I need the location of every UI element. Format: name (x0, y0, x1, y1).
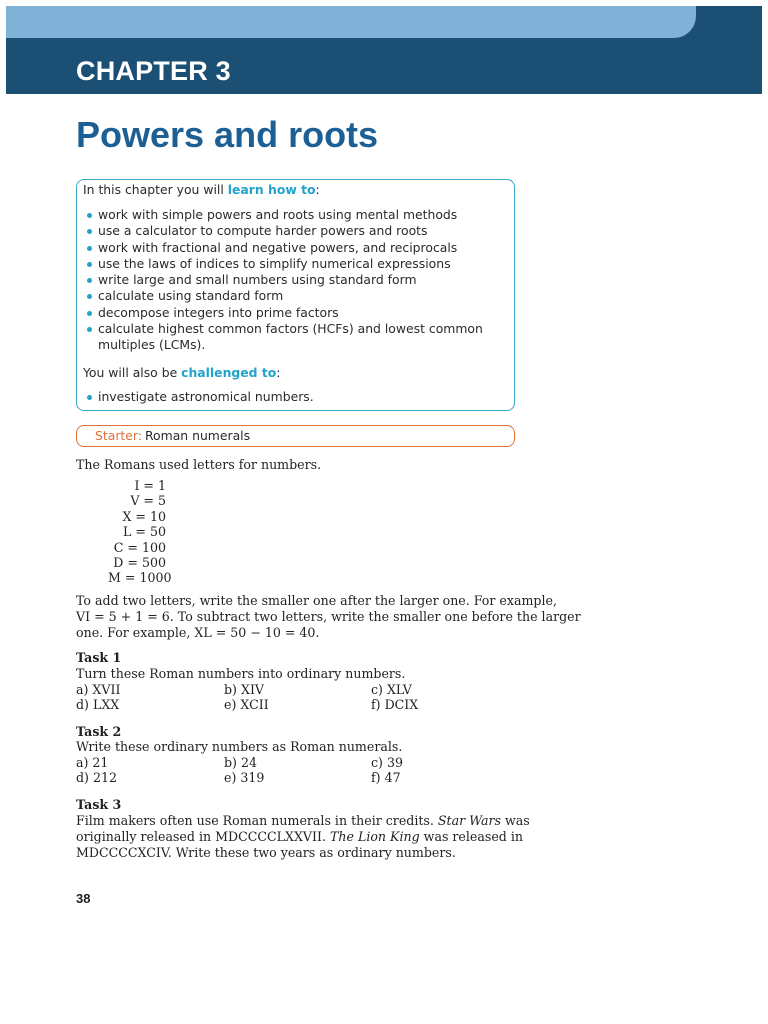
task2-item: d) 212 (76, 770, 118, 785)
numeral-row: X = 10 (122, 508, 166, 524)
starter-label: Starter: (95, 428, 142, 443)
task1-item: c) XLV (371, 682, 412, 697)
numeral-row: M = 1000 (108, 570, 172, 586)
learn-how-to-highlight: learn how to (227, 182, 316, 197)
rules-paragraph: To add two letters, write the smaller one after the larger one. For example, VI = 5 + 1 = 6. To subtract two letters, write the smaller one before the larger one. For example, XL = 50 − 10 = 40. (76, 593, 581, 640)
film-title: The Lion King (329, 829, 420, 844)
task3-title: Task 3 (76, 797, 122, 812)
task2-title: Task 2 (76, 724, 122, 739)
task1-item: b) XIV (224, 682, 265, 697)
page-number: 38 (76, 891, 91, 906)
objective-item: calculate highest common factors (HCFs) and lowest common multiples (LCMs). (85, 321, 505, 354)
task1-item: d) LXX (76, 697, 120, 712)
objective-item: write large and small numbers using standard form (85, 272, 505, 288)
numeral-row: L = 50 (123, 524, 166, 540)
task1-item: f) DCIX (371, 697, 419, 712)
objective-item: decompose integers into prime factors (85, 305, 505, 321)
task2-instruction: Write these ordinary numbers as Roman numerals. (76, 739, 403, 754)
objective-item: work with simple powers and roots using mental methods (85, 207, 505, 223)
header-accent-tab (6, 6, 696, 38)
task3-paragraph: Film makers often use Roman numerals in their credits. Star Wars was originally released in MDCCCCLXXVII. The Lion King was released in MDCCCCXCIV. Write these two years as ordinary numbers. (76, 813, 530, 860)
objective-item: work with fractional and negative powers, and reciprocals (85, 240, 505, 256)
objective-item: calculate using standard form (85, 288, 505, 304)
task1-item: e) XCII (224, 697, 269, 712)
challenge-item: investigate astronomical numbers. (85, 389, 314, 405)
objective-item: use the laws of indices to simplify numerical expressions (85, 256, 505, 272)
film-title: Star Wars (437, 813, 501, 828)
objective-item: use a calculator to compute harder powers and roots (85, 223, 505, 239)
page-title: Powers and roots (76, 114, 379, 155)
task1-instruction: Turn these Roman numbers into ordinary numbers. (76, 666, 406, 681)
numeral-row: C = 100 (113, 539, 166, 555)
numeral-row: D = 500 (113, 555, 166, 571)
objectives-list (85, 207, 505, 354)
challenge-intro: You will also be challenged to: (83, 365, 281, 380)
challenge-list (85, 389, 314, 405)
task2-item: c) 39 (371, 755, 403, 770)
intro-text: The Romans used letters for numbers. (76, 457, 322, 472)
starter-box (76, 425, 515, 447)
numeral-row: I = 1 (134, 478, 166, 493)
task2-item: b) 24 (224, 755, 258, 770)
objectives-intro: In this chapter you will learn how to: (83, 182, 320, 197)
numeral-table (108, 478, 172, 586)
task1-title: Task 1 (76, 650, 122, 665)
task2-item: f) 47 (371, 770, 401, 785)
task2-item: e) 319 (224, 770, 265, 785)
learning-objectives-box (76, 179, 515, 411)
challenged-to-highlight: challenged to (181, 365, 277, 380)
task1-item: a) XVII (76, 682, 121, 697)
task2-item: a) 21 (76, 755, 109, 770)
starter-title: Roman numerals (145, 428, 251, 443)
chapter-label: CHAPTER 3 (76, 56, 231, 86)
numeral-row: V = 5 (130, 493, 166, 509)
